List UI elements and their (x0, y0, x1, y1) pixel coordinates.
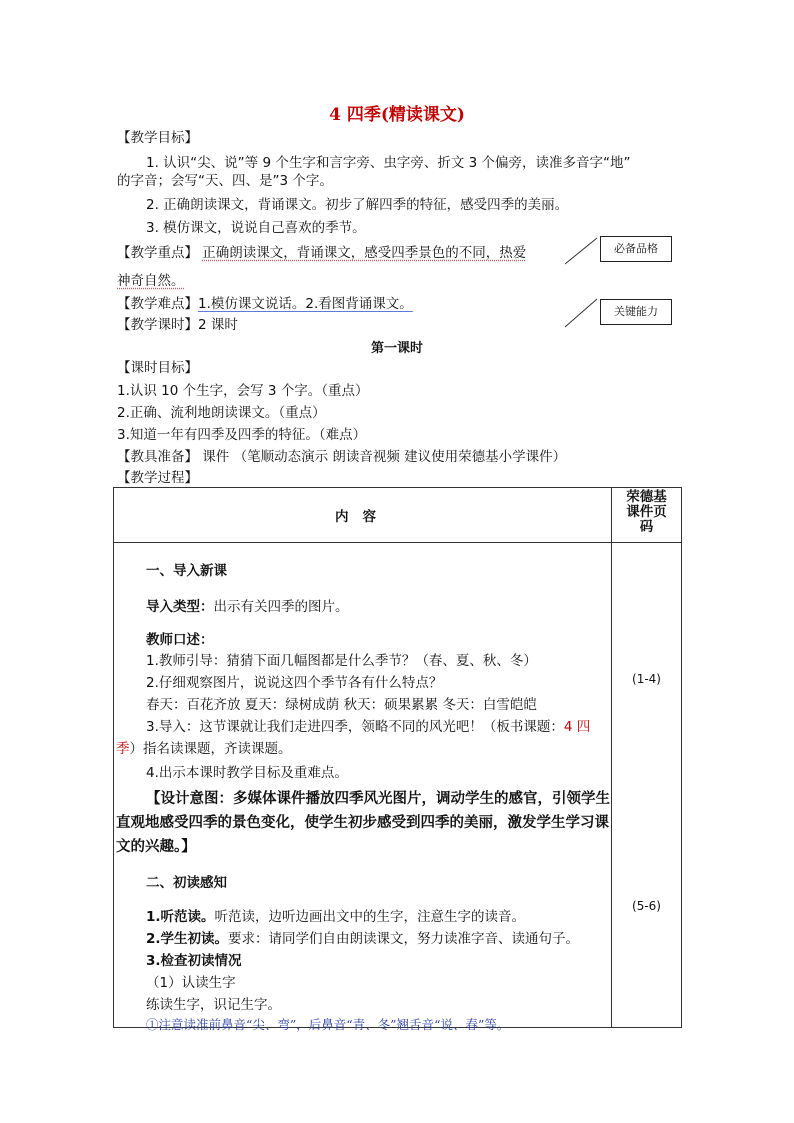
design-intent-3: 文的兴趣。】 (116, 839, 196, 855)
intro-type-label: 导入类型： (146, 599, 214, 615)
tools (117, 445, 566, 465)
table-header-row (114, 488, 682, 543)
tag-key-ability: 关键能力 (600, 299, 672, 325)
header-side-line-3: 码 (639, 519, 654, 535)
read-line-1-label: 1.听范读。 (146, 909, 215, 925)
page-title: 4 四季(精读课文) (329, 105, 465, 125)
difficult-text: 1.模仿课文说话。2.看图背诵课文。 (198, 296, 413, 312)
header-side-line-1: 荣德基 (626, 489, 667, 505)
goal-line-3: 2. 正确朗读课文，背诵课文。初步了解四季的特征，感受四季的美丽。 (146, 197, 569, 213)
page-ref-2: (5-6) (632, 899, 661, 913)
read-line-1 (146, 905, 525, 925)
lesson-goal-2: 2.正确、流利地朗读课文。（重点） (117, 405, 326, 421)
callout-line-1 (563, 236, 599, 266)
header-content: 内容 (114, 488, 612, 543)
page-ref-1: (1-4) (632, 672, 661, 686)
key-text: 正确朗读课文，背诵课文，感受四季景色的不同，热爱 (202, 245, 527, 261)
intro-line-4-text: 3.导入：这节课就让我们走进四季，领略不同的风光吧！（板书课题： (146, 719, 564, 735)
intro-line-6: 4.出示本课时教学目标及重难点。 (146, 765, 348, 781)
lesson-title: 第一课时 (370, 341, 423, 356)
intro-type (146, 595, 349, 615)
difficult-points (117, 292, 413, 312)
goal-line-4: 3. 模仿课文，说说自己喜欢的季节。 (146, 220, 366, 236)
lesson-goals-label: 【课时目标】 (117, 360, 198, 376)
key-points (117, 241, 526, 261)
design-intent-2: 直观地感受四季的景色变化，使学生初步感受到四季的美丽，激发学生学习课 (116, 815, 609, 831)
table-row (114, 543, 682, 1028)
intro-line-4 (146, 715, 590, 735)
tools-text: 课件 （笔顺动态演示 朗读音视频 建议使用荣德基小学课件） (202, 449, 567, 465)
lesson-goal-1: 1.认识 10 个生字，会写 3 个字。（重点） (117, 383, 369, 399)
read-line-3: 3.检查初读情况 (146, 953, 242, 969)
page-code-cell (612, 543, 682, 1028)
key-text-b: 神奇自然。 (117, 273, 185, 289)
intro-line-3: 春天：百花齐放 夏天：绿树成荫 秋天：硕果累累 冬天：白雪皑皑 (146, 697, 537, 713)
hours (117, 313, 238, 333)
read-line-5: 练读生字，识记生字。 (146, 997, 281, 1013)
header-side-line-2: 课件页 (626, 504, 667, 520)
design-intent-1: 【设计意图：多媒体课件播放四季风光图片，调动学生的感官，引领学生 (146, 791, 610, 807)
tools-label: 【教具准备】 (117, 449, 198, 465)
intro-line-5 (116, 737, 292, 757)
teacher-label: 教师口述： (146, 632, 214, 648)
goal-line-1: 1. 认识“尖、说”等 9 个生字和言字旁、虫字旁、折文 3 个偏旁，读准多音字“地” (146, 155, 631, 171)
read-line-2-text: 要求：请同学们自由朗读课文，努力读准字音、读通句子。 (228, 931, 580, 947)
content-cell (114, 543, 612, 1032)
lesson-goal-3: 3.知道一年有四季及四季的特征。（难点） (117, 427, 367, 443)
read-line-1-text: 听范读，边听边画出文中的生字，注意生字的读音。 (214, 909, 526, 925)
read-line-6: ①注意读准前鼻音“尖、弯”，后鼻音“青、冬”翘舌音“说、春”等。 (146, 1017, 510, 1032)
hours-label: 【教学课时】 (117, 317, 198, 333)
intro-line-5-text: ）指名读课题，齐读课题。 (129, 741, 292, 757)
section-intro-title: 一、导入新课 (146, 563, 227, 579)
hours-text: 2 课时 (198, 317, 238, 333)
process-table (113, 487, 682, 1032)
section-read-title: 二、初读感知 (146, 875, 227, 891)
process-label: 【教学过程】 (117, 470, 198, 486)
difficult-label: 【教学难点】 (117, 296, 198, 312)
intro-line-1: 1.教师引导：猜猜下面几幅图都是什么季节？（春、夏、秋、冬） (146, 653, 537, 669)
intro-line-2: 2.仔细观察图片，说说这四个季节各有什么特点？ (146, 675, 443, 691)
intro-type-text: 出示有关四季的图片。 (213, 599, 349, 615)
header-page-code (612, 488, 682, 543)
read-line-2-label: 2.学生初读。 (146, 931, 229, 947)
intro-line-4-red: 4 四 (563, 719, 591, 735)
goals-label: 【教学目标】 (117, 130, 198, 146)
key-label: 【教学重点】 (117, 245, 198, 261)
read-line-2 (146, 927, 579, 947)
goal-line-2: 的字音；会写“天、四、是”3 个字。 (117, 173, 333, 189)
intro-line-5-red: 季 (116, 741, 130, 757)
key-text-cont (117, 269, 185, 289)
callout-line-2 (563, 297, 599, 329)
tag-essential-character: 必备品格 (600, 236, 672, 262)
read-line-4: （1）认读生字 (146, 975, 236, 991)
